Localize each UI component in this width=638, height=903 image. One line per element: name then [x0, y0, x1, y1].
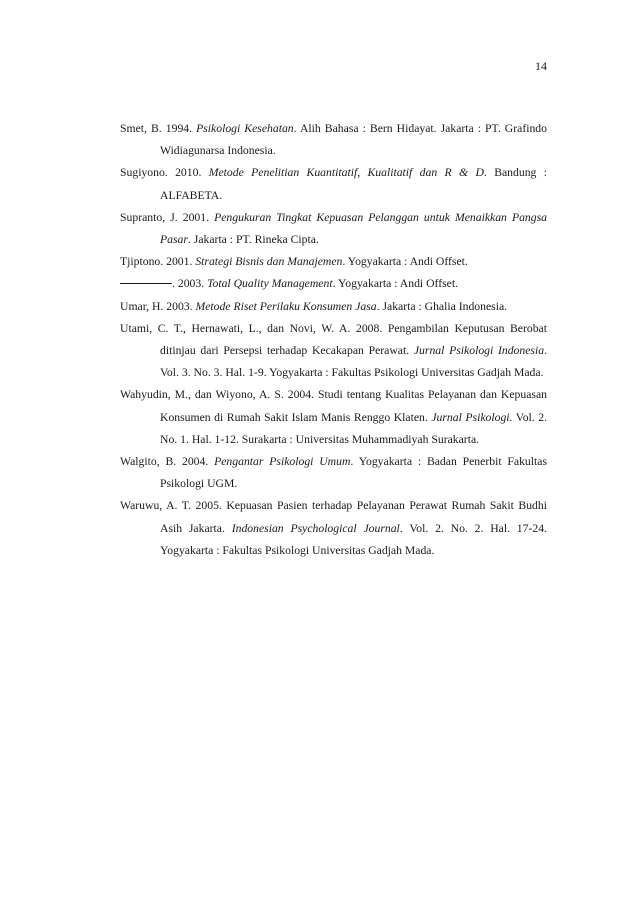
reference-authors-year: Sugiyono. 2010.: [120, 166, 209, 180]
reference-entry: [120, 451, 547, 495]
reference-title: Pengukuran Tingkat Kepuasan Pelanggan untuk Menaikkan Pangsa Pasar: [160, 210, 548, 247]
reference-entry: [120, 273, 547, 295]
reference-title: Strategi Bisnis dan Manajemen: [195, 255, 343, 269]
reference-publisher: . Vol. 2. No. 2. Hal. 17-24. Yogyakarta : Fakultas Psikologi Universitas Gadjah Mada.: [160, 521, 547, 557]
reference-authors-year: Waruwu, A. T. 2005. Kepuasan Pasien terhadap Pelayanan Perawat Rumah Sakit Budhi Asih Jakarta.: [120, 499, 547, 535]
reference-title: Metode Penelitian Kuantitatif, Kualitatif dan R & D: [208, 166, 484, 180]
reference-entry: [120, 207, 547, 251]
reference-title: Pengantar Psikologi Umum: [214, 455, 351, 469]
reference-publisher: . Vol. 3. No. 3. Hal. 1-9. Yogyakarta : Fakultas Psikologi Universitas Gadjah Mada.: [160, 344, 547, 380]
reference-authors-year: Walgito, B. 2004.: [120, 455, 215, 469]
reference-publisher: . Yogyakarta : Badan Penerbit Fakultas Psikologi UGM.: [160, 455, 547, 491]
reference-publisher: . Jakarta : Ghalia Indonesia.: [376, 299, 508, 313]
reference-entry: [120, 118, 547, 162]
reference-authors-year: Supranto, J. 2001.: [120, 210, 215, 224]
reference-publisher: . Alih Bahasa : Bern Hidayat. Jakarta : PT. Grafindo Widiagunarsa Indonesia.: [160, 122, 547, 158]
reference-title: Total Quality Management: [207, 277, 333, 291]
page-number: 14: [535, 59, 547, 73]
reference-authors-year: . 2003.: [172, 277, 208, 291]
reference-entry: [120, 251, 547, 273]
repeated-author-dash: [120, 283, 172, 284]
reference-publisher: . Yogyakarta : Andi Offset.: [342, 255, 468, 269]
reference-authors-year: Tjiptono. 2001.: [120, 255, 196, 269]
reference-authors-year: Smet, B. 1994.: [120, 122, 197, 135]
reference-publisher: . Bandung : ALFABETA.: [160, 166, 548, 202]
reference-entry: [120, 296, 547, 318]
reference-authors-year: Utami, C. T., Hernawati, L., dan Novi, W. A. 2008. Pengambilan Keputusan Berobat ditinjau dari Persepsi terhadap Kecakapan Perawat.: [120, 321, 547, 358]
reference-entry: [120, 162, 547, 206]
reference-title: Indonesian Psychological Journal: [231, 521, 400, 535]
reference-list: [120, 118, 547, 562]
reference-title: Jurnal Psikologi Indonesia: [413, 344, 545, 358]
reference-title: Psikologi Kesehatan: [196, 122, 294, 135]
reference-publisher: . Yogyakarta : Andi Offset.: [332, 277, 459, 291]
reference-title: Metode Riset Perilaku Konsumen Jasa: [195, 299, 377, 313]
reference-entry: [120, 495, 547, 562]
reference-title: Jurnal Psikologi: [431, 410, 510, 424]
reference-entry: [120, 318, 547, 385]
reference-authors-year: Umar, H. 2003.: [120, 299, 196, 313]
reference-publisher: . Vol. 2. No. 1. Hal. 1-12. Surakarta : Universitas Muhammadiyah Surakarta.: [160, 410, 548, 446]
reference-authors-year: Wahyudin, M., dan Wiyono, A. S. 2004. Studi tentang Kualitas Pelayanan dan Kepuasan Konsumen di Rumah Sakit Islam Manis Renggo Klaten.: [120, 388, 547, 424]
reference-entry: [120, 384, 547, 451]
reference-publisher: . Jakarta : PT. Rineka Cipta.: [187, 233, 319, 247]
